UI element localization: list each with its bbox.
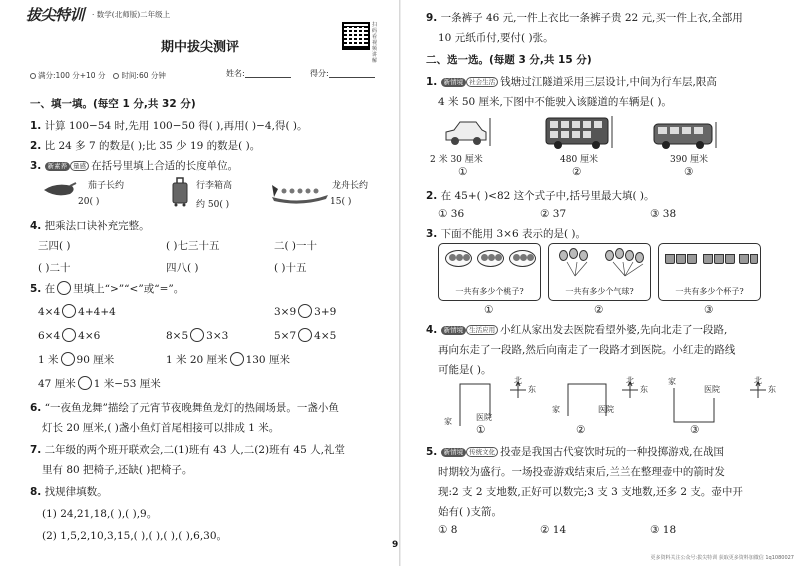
route-map-1 (440, 376, 540, 434)
quantity-sense-tag: 量感 (70, 161, 89, 171)
q8-sub-1[interactable]: (1) 24,21,18,( ),( ),9。 (42, 508, 158, 520)
compare-circle[interactable] (62, 304, 76, 318)
r1-option-3[interactable]: ③ (684, 166, 694, 178)
exam-meta (30, 70, 166, 81)
r3-option-1[interactable]: ① (484, 304, 494, 316)
choice-5-line-2: 时期较为盛行。一场投壶游戏结束后,兰兰在整理壶中的箭时发 (438, 466, 725, 478)
r4-option-1[interactable]: ① (476, 424, 486, 436)
name-field[interactable]: 姓名: (226, 68, 291, 79)
choice-4-line-2: 再向东走了一段路,然后向南走了一段路才到医院。小红走的路线 (438, 344, 736, 356)
new-context-tag: 新情境 (441, 326, 467, 335)
balloons-caption: 一共有多少个气球? (565, 287, 634, 296)
hospital-label-3: 医院 (704, 385, 720, 394)
question-5: 5. 在 里填上“>”“<”或“=”。 (30, 283, 185, 295)
r2-option-2[interactable]: ② 37 (540, 208, 567, 220)
question-3: 3. 新素养 量感 在括号里填上合适的长度单位。 (30, 160, 239, 172)
peaches-caption: 一共有多少个桃子? (455, 287, 524, 296)
section-heading-fill: 一、填一填。(每空 1 分,共 32 分) (30, 98, 196, 110)
footer-note: 更多资料关注公众号:拔尖特训 获取更多资料加微信 1q1080027 (650, 555, 794, 561)
r1-option-2[interactable]: ② (572, 166, 582, 178)
q5-row-3b: 1 米 20 厘米 130 厘米 (166, 354, 290, 366)
r2-option-3[interactable]: ③ 38 (650, 208, 677, 220)
full-score: 满分:100 分+10 分 (30, 70, 105, 81)
left-page: 拔尖特训 · 数学(北师版)二年级上 扫码看视频讲解 期中拔尖测评 满分:100 分+10 分 时间:60 分钟 姓名: 得分: 一、填一填。(每空 1 分,共 32 分) 1. 计算 100−54 时,先用 100−50 得( ),再用( )−4,得( )。 2. 比 24 多 7 的数是( );比 35 少 19 的数是( )。 3. 新素养 量感 在括号里填上合适的长度单位。 茄子长约 20( ) 行李箱高 约 50( ) 龙舟长约 15( ) 4. 把乘法口诀补充完整。 三四( ) ( )七三十五 二( )一十 ( )二十 四八( ) ( )十五 5. 在 里填上“>”“<”或“=”。 4×4 4+4+4 3×9 3+9 6×4 4×6 8×5 3×3 5×7 4×5 1 米 90 厘米 1 米 20 厘米 130 厘米 47 厘米 1 米−53 厘米 6. “一夜鱼龙舞”描绘了元宵节夜晚舞鱼龙灯的热闹场景。一盏小鱼 灯长 20 厘米,( )盏小鱼灯首尾相接可以排成 1 米。 7. 二年级的两个班开联欢会,二(1)班有 43 人,二(2)班有 45 人,礼堂 里有 80 把椅子,还缺( )把椅子。 8. 找规律填数。 (1) 24,21,18,( ),( ),9。 (2) 1,5,2,10,3,15,( ),( ),( ),( ),6,30。 (0, 0, 400, 566)
hospital-label: 医院 (476, 413, 492, 422)
home-label-2: 家 (552, 405, 560, 414)
r1-option-1-value: 2 米 30 厘米 (430, 155, 483, 165)
r3-option-3[interactable]: ③ (704, 304, 714, 316)
suitcase-icon (170, 177, 190, 207)
compare-circle[interactable] (78, 376, 92, 390)
east-label: 东 (528, 385, 536, 394)
dragon-boat-icon (270, 177, 330, 205)
r1-option-3-value: 390 厘米 (670, 155, 709, 165)
qr-caption: 扫码看视频讲解 (372, 22, 378, 64)
choice-2: 2. 在 45+( )<82 这个式子中,括号里最大填( )。 (426, 190, 655, 202)
route-map-3 (660, 376, 780, 434)
choice-3: 3. 下面不能用 3×6 表示的是( )。 (426, 228, 587, 240)
q5-row-2b: 8×5 3×3 (166, 330, 229, 342)
q8-sub-2[interactable]: (2) 1,5,2,10,3,15,( ),( ),( ),( ),6,30。 (42, 530, 228, 542)
eggplant-icon (42, 180, 78, 200)
choice-5-line-4[interactable]: 始有( )支箭。 (438, 506, 503, 518)
home-label: 家 (444, 417, 452, 426)
clock-icon (113, 73, 119, 79)
social-life-tag: 社会生活 (466, 77, 498, 87)
new-literacy-tag: 新素养 (45, 162, 71, 171)
choice-5-line-3: 现:2 支 2 支地数,正好可以数完;3 支 3 支地数,还多 2 支。壶中开 (438, 486, 743, 498)
choice-4-line-3: 可能是( )。 (438, 364, 492, 376)
choice-5: 5. 新情境 传统文化 投壶是我国古代宴饮时玩的一种投掷游戏,在战国 (426, 446, 724, 458)
bullet-icon (30, 73, 36, 79)
page-number: 9 (392, 540, 399, 550)
new-context-tag: 新情境 (441, 448, 467, 457)
new-context-tag: 新情境 (441, 78, 467, 87)
question-6: 6. “一夜鱼龙舞”描绘了元宵节夜晚舞鱼龙灯的热闹场景。一盏小鱼 (30, 402, 339, 414)
east-label-3: 东 (768, 385, 776, 394)
section-heading-choice: 二、选一选。(每题 3 分,共 15 分) (426, 54, 592, 66)
car-icon (444, 116, 488, 150)
r5-option-2[interactable]: ② 14 (540, 524, 567, 536)
peaches-picture (438, 243, 541, 301)
r3-option-2[interactable]: ② (594, 304, 604, 316)
time-limit: 时间:60 分钟 (113, 70, 165, 81)
q5-row-3: 1 米 90 厘米 (38, 354, 115, 366)
r5-option-3[interactable]: ③ 18 (650, 524, 677, 536)
q3-item-1: 茄子长约 20( ) (78, 181, 125, 207)
choice-4: 4. 新情境 生活应用 小红从家出发去医院看望外婆,先向北走了一段路, (426, 324, 728, 336)
question-7-line-2[interactable]: 里有 80 把椅子,还缺( )把椅子。 (42, 464, 193, 476)
cups-picture (658, 243, 761, 301)
question-6-line-2[interactable]: 灯长 20 厘米,( )盏小鱼灯首尾相接可以排成 1 米。 (42, 422, 280, 434)
question-9: 9. 一条裤子 46 元,一件上衣比一条裤子贵 22 元,买一件上衣,全部用 (426, 12, 743, 24)
q3-item-3: 龙舟长约 15( ) (330, 181, 369, 207)
page-title: 期中拔尖测评 (160, 40, 239, 55)
hospital-label-2: 医院 (598, 405, 614, 414)
double-decker-bus-icon (544, 116, 614, 150)
q5-row-2: 6×4 4×6 (38, 330, 101, 342)
choice-1-line-2: 4 米 50 厘米,下图中不能驶入该隧道的车辆是( )。 (438, 96, 672, 108)
north-label-3: 北 (754, 376, 762, 385)
traditional-culture-tag: 传统文化 (466, 447, 498, 457)
compare-circle[interactable] (190, 328, 204, 342)
r4-option-3[interactable]: ③ (690, 424, 700, 436)
q5-row-1: 4×4 4+4+4 (38, 306, 116, 318)
home-label-3: 家 (668, 377, 676, 386)
q5-row-4: 47 厘米 1 米−53 厘米 (38, 378, 161, 390)
choice-1: 1. 新情境 社会生活 钱塘过江隧道采用三层设计,中间为行车层,限高 (426, 76, 717, 88)
r2-option-1[interactable]: ① 36 (438, 208, 465, 220)
east-label-2: 东 (640, 385, 648, 394)
compare-circle[interactable] (298, 304, 312, 318)
bus-icon (652, 122, 718, 150)
q5-row-1b: 3×9 3+9 (274, 306, 337, 318)
balloons-picture (548, 243, 651, 301)
r1-option-1[interactable]: ① (458, 166, 468, 178)
compare-circle[interactable] (61, 352, 75, 366)
cups-caption: 一共有多少个杯子? (675, 287, 744, 296)
r4-option-2[interactable]: ② (576, 424, 586, 436)
r5-option-1[interactable]: ① 8 (438, 524, 458, 536)
score-field[interactable]: 得分: (310, 68, 375, 79)
subject-label: · 数学(北师版)二年级上 (92, 10, 171, 19)
r1-option-2-value: 480 厘米 (560, 155, 599, 165)
question-4: 4. 把乘法口诀补充完整。 (30, 220, 150, 232)
compare-circle[interactable] (298, 328, 312, 342)
question-8: 8. 找规律填数。 (30, 486, 108, 498)
question-9-line-2[interactable]: 10 元纸币付,要付( )张。 (438, 32, 554, 44)
compare-circle[interactable] (57, 281, 71, 295)
north-label-2: 北 (626, 376, 634, 385)
question-7: 7. 二年级的两个班开联欢会,二(1)班有 43 人,二(2)班有 45 人,礼堂 (30, 444, 345, 456)
compare-circle[interactable] (62, 328, 76, 342)
question-1: 1. 计算 100−54 时,先用 100−50 得( ),再用( )−4,得( )。 (30, 120, 308, 132)
life-application-tag: 生活应用 (466, 325, 498, 335)
q3-item-2: 行李箱高 约 50( ) (196, 181, 233, 210)
north-label: 北 (514, 376, 522, 385)
question-2: 2. 比 24 多 7 的数是( );比 35 少 19 的数是( )。 (30, 140, 261, 152)
q5-row-2c: 5×7 4×5 (274, 330, 337, 342)
right-page (400, 0, 800, 566)
brand-logo: 拔尖特训 (26, 6, 85, 24)
compare-circle[interactable] (230, 352, 244, 366)
